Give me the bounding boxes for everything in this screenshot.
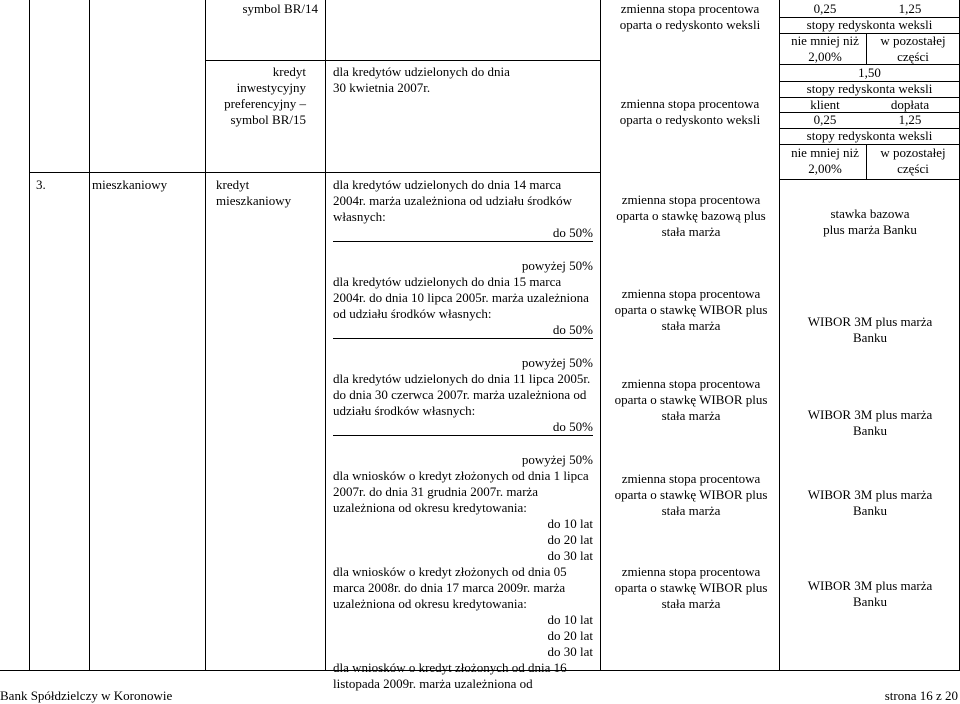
rate-type-wibor: zmienna stopa procentowa oparta o stawkę WIBOR plus stała marża xyxy=(614,376,768,423)
br15-product-name: kredyt inwestycyjny preferencyjny – symbol BR/15 xyxy=(224,64,306,127)
grid-line xyxy=(866,144,867,179)
remaining-part-label: w pozostałej części xyxy=(880,145,946,176)
period-item: dla wniosków o kredyt złożonych od dnia 16 listopada 2009r. marża uzależniona od xyxy=(333,660,567,691)
grid-line xyxy=(779,0,780,670)
period-item: dla kredytów udzielonych do dnia 14 marca 2004r. marża uzależniona od udziału środków własnych: do 50% powyżej 50% xyxy=(333,177,593,273)
br15-conditions: dla kredytów udzielonych do dnia 30 kwietnia 2007r. xyxy=(333,64,510,95)
rate-type-redyskonto: zmienna stopa procentowa oparta o redyskonto weksli xyxy=(619,96,761,127)
grid-line xyxy=(866,33,867,64)
footer-bank-name: Bank Spółdzielczy w Koronowie xyxy=(0,688,173,703)
period-item: dla wniosków o kredyt złożonych od dnia 1 lipca 2007r. do dnia 31 grudnia 2007r. marża uzależniona od okresu kredytowania: do 10 lat do 20 lat do 30 lat xyxy=(333,468,593,563)
period-item: dla kredytów udzielonych do dnia 15 marca 2004r. do dnia 10 lipca 2005r. marża uzależniona od udziału środków własnych: do 50% powyżej 50% xyxy=(333,274,593,370)
min-rate-label: nie mniej niż 2,00% xyxy=(791,145,859,176)
wibor-rate-margin: WIBOR 3M plus marża Banku xyxy=(807,578,933,609)
rate-value: 1,25 xyxy=(898,1,922,16)
rate-base: stopy redyskonta weksli xyxy=(806,128,933,143)
credit-category: mieszkaniowy xyxy=(92,177,168,192)
client-label: klient xyxy=(810,97,840,112)
rate-value: 0,25 xyxy=(813,112,837,127)
grid-line xyxy=(29,172,600,173)
rate-value: 1,50 xyxy=(858,65,881,80)
footer-page-number: strona 16 z 20 xyxy=(884,688,958,703)
wibor-rate-margin: WIBOR 3M plus marża Banku xyxy=(807,407,933,438)
rate-type-bazowa: zmienna stopa procentowa oparta o stawkę bazową plus stała marża xyxy=(616,192,766,239)
rate-base: stopy redyskonta weksli xyxy=(806,17,933,32)
grid-line xyxy=(205,60,600,61)
row-number: 3. xyxy=(36,177,46,192)
wibor-rate-margin: WIBOR 3M plus marża Banku xyxy=(807,487,933,518)
grid-line xyxy=(779,179,959,180)
grid-line xyxy=(325,0,326,670)
rate-type-wibor: zmienna stopa procentowa oparta o stawkę WIBOR plus stała marża xyxy=(614,286,768,333)
rate-base: stopy redyskonta weksli xyxy=(806,81,933,96)
period-list xyxy=(333,177,593,692)
period-item: dla wniosków o kredyt złożonych od dnia 05 marca 2008r. do dnia 17 marca 2009r. marża uzależniona od okresu kredytowania: do 10 lat do 20 lat do 30 lat xyxy=(333,564,593,659)
surcharge-label: dopłata xyxy=(890,97,930,112)
rate-value: 1,25 xyxy=(898,112,922,127)
period-item: dla kredytów udzielonych do dnia 11 lipca 2005r. do dnia 30 czerwca 2007r. marża uzależniona od udziału środków własnych: do 50% powyżej 50% xyxy=(333,371,593,467)
rate-type-wibor: zmienna stopa procentowa oparta o stawkę WIBOR plus stała marża xyxy=(614,564,768,611)
min-rate-label: nie mniej niż 2,00% xyxy=(791,33,859,64)
wibor-rate-margin: WIBOR 3M plus marża Banku xyxy=(807,314,933,345)
remaining-part-label: w pozostałej części xyxy=(880,33,946,64)
product-name: kredyt mieszkaniowy xyxy=(216,177,292,208)
base-rate-margin: stawka bazowa plus marża Banku xyxy=(823,206,917,237)
rate-type-wibor: zmienna stopa procentowa oparta o stawkę WIBOR plus stała marża xyxy=(614,471,768,518)
br14-symbol: symbol BR/14 xyxy=(242,1,318,16)
grid-line xyxy=(29,0,30,670)
rate-value: 0,25 xyxy=(813,1,837,16)
rate-type-redyskonto: zmienna stopa procentowa oparta o redyskonto weksli xyxy=(619,1,761,32)
grid-line xyxy=(89,0,90,670)
grid-line xyxy=(600,0,601,670)
